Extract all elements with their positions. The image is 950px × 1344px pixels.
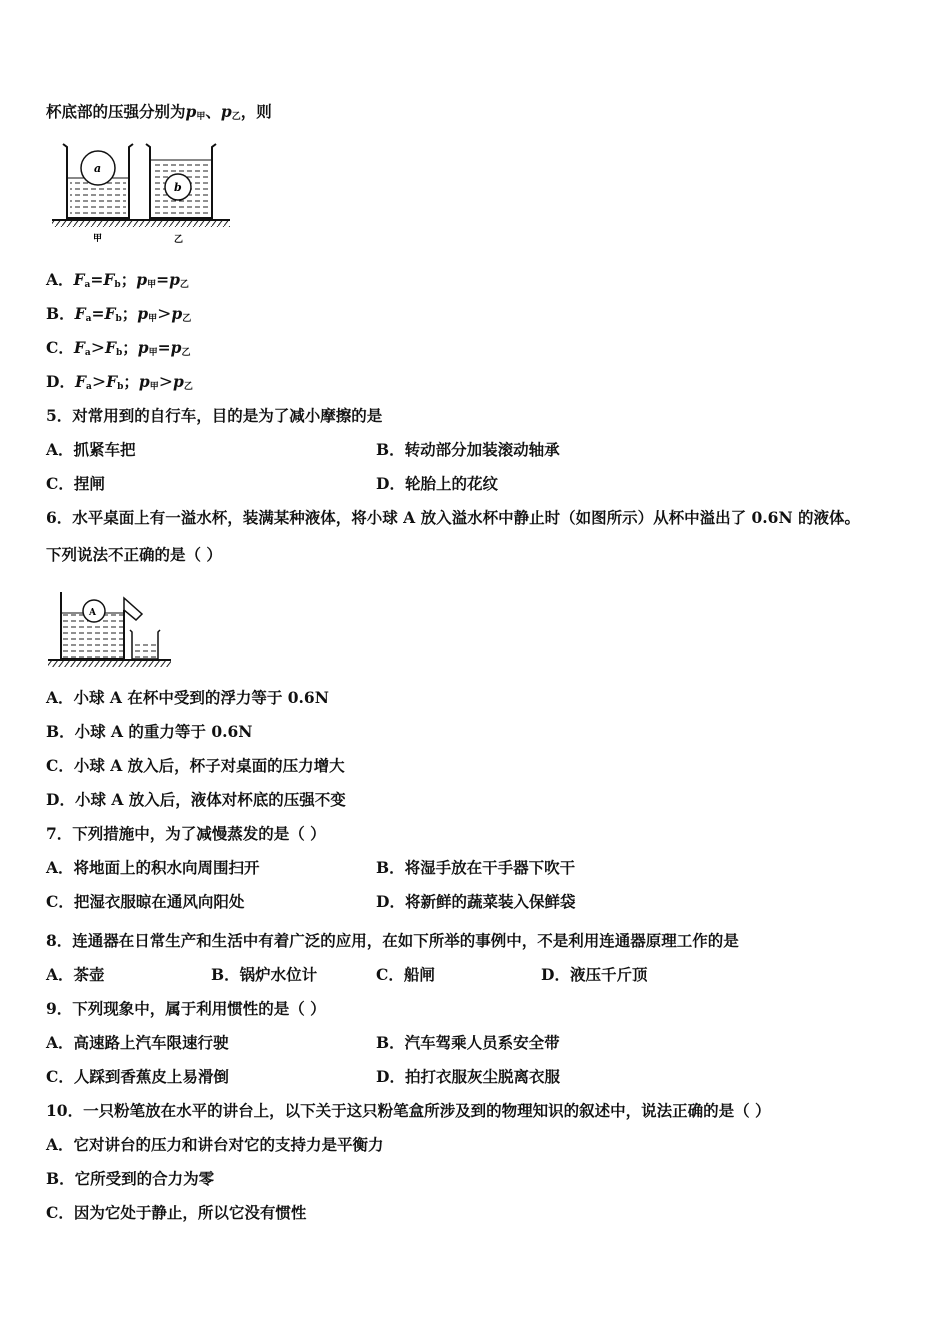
q9-option-b: B．汽车驾乘人员系安全带 bbox=[376, 1033, 560, 1052]
q5-option-d: D．轮胎上的花纹 bbox=[376, 474, 498, 493]
jia-sub: 甲 bbox=[196, 112, 206, 122]
p-symbol: p bbox=[185, 102, 197, 121]
q9-option-c: C．人踩到香蕉皮上易滑倒 bbox=[46, 1067, 229, 1086]
fig2-label: A bbox=[89, 608, 96, 618]
sep: 、 bbox=[205, 102, 221, 121]
q7-option-a: A．将地面上的积水向周围扫开 bbox=[46, 858, 260, 877]
q8-stem: 8．连通器在日常生产和生活中有着广泛的应用，在如下所举的事例中，不是利用连通器原理工作的是 bbox=[46, 931, 739, 950]
q9-option-a: A．高速路上汽车限速行驶 bbox=[46, 1033, 229, 1052]
cap-jia: 甲 bbox=[93, 234, 103, 244]
q9-stem: 9．下列现象中，属于利用惯性的是（ ） bbox=[46, 999, 326, 1018]
q7-option-b: B．将湿手放在干手器下吹干 bbox=[376, 858, 576, 877]
q4-option-a: A．$F_a=F_b$；$p_甲=p_乙$ bbox=[46, 270, 189, 290]
two-beakers-figure bbox=[50, 138, 235, 248]
q5-option-a: A．抓紧车把 bbox=[46, 440, 136, 459]
q7-option-d: D．将新鲜的蔬菜装入保鲜袋 bbox=[376, 892, 576, 911]
p-symbol-2: p bbox=[220, 102, 232, 121]
q6-stem-1: 6．水平桌面上有一溢水杯，装满某种液体，将小球 A 放入溢水杯中静止时（如图所示）从杯中溢出了 0.6N 的液体。 bbox=[46, 508, 861, 527]
q6-stem-2: 下列说法不正确的是（ ） bbox=[46, 545, 222, 564]
intro-line bbox=[46, 102, 272, 127]
q10-stem: 10．一只粉笔放在水平的讲台上，以下关于这只粉笔盒所涉及到的物理知识的叙述中，说法正确的是（ ） bbox=[46, 1101, 771, 1120]
intro-text: 杯底部的压强分别为 bbox=[46, 102, 186, 121]
q7-stem: 7．下列措施中，为了减慢蒸发的是（ ） bbox=[46, 824, 326, 843]
label-b: b bbox=[174, 181, 182, 194]
q5-option-b: B．转动部分加装滚动轴承 bbox=[376, 440, 560, 459]
q4-option-b: B．$F_a=F_b$；$p_甲>p_乙$ bbox=[46, 304, 192, 324]
q10-option-a: A．它对讲台的压力和讲台对它的支持力是平衡力 bbox=[46, 1135, 384, 1154]
q5-option-c: C．捏闸 bbox=[46, 474, 105, 493]
q10-option-c: C．因为它处于静止，所以它没有惯性 bbox=[46, 1203, 307, 1222]
q8-option-a: A．茶壶 bbox=[46, 965, 105, 984]
q6-option-b: B．小球 A 的重力等于 0.6N bbox=[46, 722, 253, 741]
q8-option-d: D．液压千斤顶 bbox=[541, 965, 648, 984]
q10-option-b: B．它所受到的合力为零 bbox=[46, 1169, 215, 1188]
q8-option-b: B．锅炉水位计 bbox=[211, 965, 318, 984]
label-a: a bbox=[94, 162, 102, 175]
q4-option-d: D．$F_a>F_b$；$p_甲>p_乙$ bbox=[46, 372, 193, 392]
q4-option-c: C．$F_a>F_b$；$p_甲=p_乙$ bbox=[46, 338, 191, 358]
q9-option-d: D．拍打衣服灰尘脱离衣服 bbox=[376, 1067, 560, 1086]
yi-sub: 乙 bbox=[231, 112, 241, 122]
q6-option-c: C．小球 A 放入后，杯子对桌面的压力增大 bbox=[46, 756, 345, 775]
overflow-cup-figure bbox=[46, 588, 176, 668]
intro-tail: ，则 bbox=[240, 102, 272, 121]
cap-yi: 乙 bbox=[174, 235, 184, 245]
q5-stem: 5．对常用到的自行车，目的是为了减小摩擦的是 bbox=[46, 406, 383, 425]
q6-option-a: A．小球 A 在杯中受到的浮力等于 0.6N bbox=[46, 688, 329, 707]
q6-option-d: D．小球 A 放入后，液体对杯底的压强不变 bbox=[46, 790, 346, 809]
q8-option-c: C．船闸 bbox=[376, 965, 435, 984]
q7-option-c: C．把湿衣服晾在通风向阳处 bbox=[46, 892, 245, 911]
